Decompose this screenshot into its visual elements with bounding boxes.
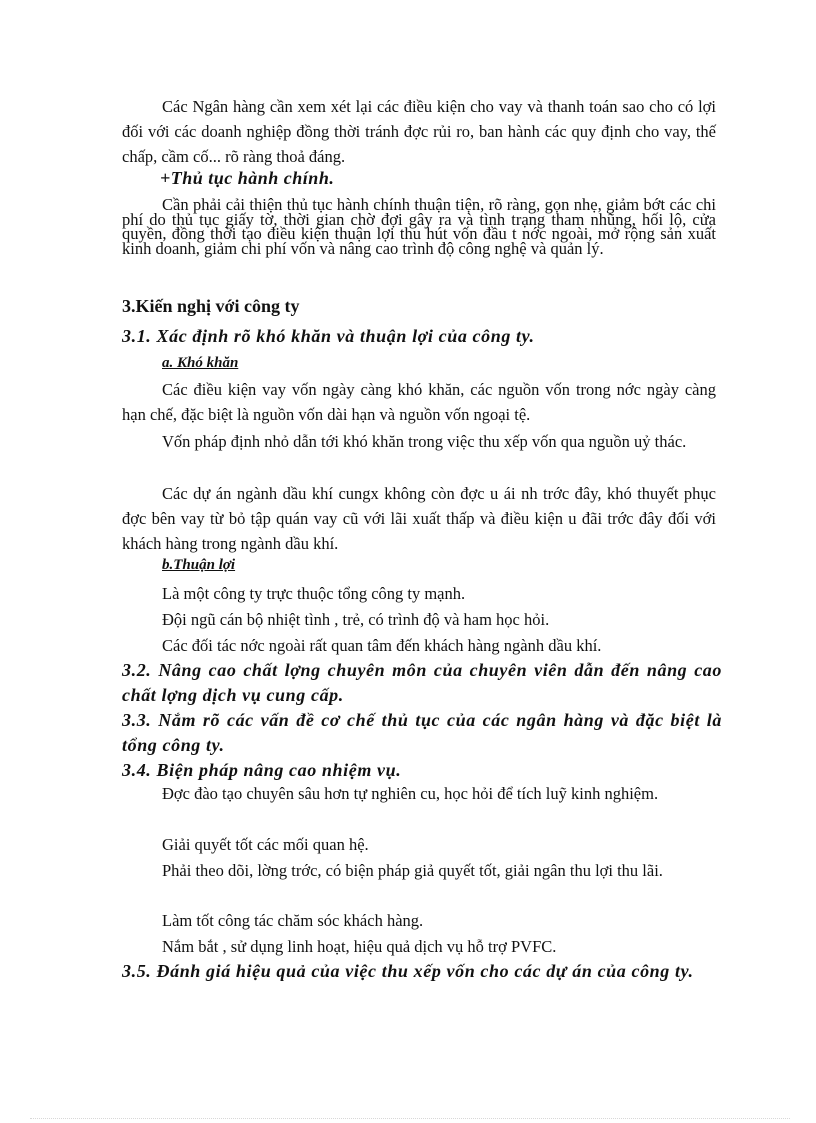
paragraph-advantage-1: Là một công ty trực thuộc tổng công ty mạnh. [162,584,466,603]
page-bottom-divider [30,1118,790,1119]
paragraph-difficulty-3: Các dự án ngành dầu khí cungx không còn đợc u ái nh trớc đây, khó thuyết phục đợc bên vay từ bỏ tập quán vay cũ với lãi xuất thấp và điều kiện u đãi trớc đây đối với khách hàng trong ngành dầu khí. [122,484,716,553]
heading-section-3-3: 3.3. Nắm rõ các vấn đề cơ chế thủ tục của các ngân hàng và đặc biệt là tổng công ty. [122,710,722,755]
heading-section-3-2: 3.2. Nâng cao chất lợng chuyên môn của chuyên viên dẫn đến nâng cao chất lợng dịch vụ cung cấp. [122,660,722,705]
heading-difficulties: a. Khó khăn [162,355,239,371]
heading-section-3-5: 3.5. Đánh giá hiệu quả của việc thu xếp vốn cho các dự án của công ty. [122,961,694,981]
paragraph-difficulty-2: Vốn pháp định nhỏ dẫn tới khó khăn trong việc thu xếp vốn qua nguồn uỷ thác. [162,432,687,451]
heading-section-3-4: 3.4. Biện pháp nâng cao nhiệm vụ. [122,760,402,780]
paragraph-difficulty-1: Các điều kiện vay vốn ngày càng khó khăn, các nguồn vốn trong nớc ngày càng hạn chế, đặc biệt là nguồn vốn dài hạn và nguồn vốn ngoại tệ. [122,380,716,424]
paragraph-advantage-3: Các đối tác nớc ngoài rất quan tâm đến khách hàng ngành dầu khí. [162,636,602,655]
heading-advantages: b.Thuận lợi [162,557,236,573]
paragraph-administrative-reform: Cần phải cải thiện thủ tục hành chính thuận tiện, rõ ràng, gọn nhẹ, giảm bớt các chi phí do thủ tục giấy tờ, thời gian chờ đợi gây ra và tình trạng tham nhũng, hối lộ, cửa quyền, đồng thời tạo điều kiện thuận lợi thu hút vốn đầu t nớc ngoài, mở rộng sản xuất kinh doanh, giảm chi phí vốn và nâng cao trình độ công nghệ và quản lý. [122,195,716,258]
paragraph-advantage-2: Đội ngũ cán bộ nhiệt tình , trẻ, có trình độ và ham học hỏi. [162,610,550,629]
paragraph-measure-2: Giải quyết tốt các mối quan hệ. [162,835,369,854]
heading-section-3-1: 3.1. Xác định rõ khó khăn và thuận lợi của công ty. [122,326,535,346]
heading-section-3: 3.Kiến nghị với công ty [122,296,300,316]
paragraph-measure-1: Đợc đào tạo chuyên sâu hơn tự nghiên cu, học hỏi để tích luỹ kinh nghiệm. [162,784,659,803]
paragraph-measure-5: Nắm bắt , sử dụng linh hoạt, hiệu quả dịch vụ hỗ trợ PVFC. [162,937,557,956]
paragraph-measure-3: Phải theo dõi, lờng trớc, có biện pháp giả quyết tốt, giải ngân thu lợi thu lãi. [162,861,663,880]
paragraph-measure-4: Làm tốt công tác chăm sóc khách hàng. [162,911,424,930]
paragraph-bank-conditions: Các Ngân hàng cần xem xét lại các điều kiện cho vay và thanh toán sao cho có lợi đối với các doanh nghiệp đồng thời tránh đợc rủi ro, ban hành các quy định cho vay, thế chấp, cầm cố... rõ ràng thoả đáng. [122,97,716,166]
heading-administrative-procedures: +Thủ tục hành chính. [160,168,335,188]
